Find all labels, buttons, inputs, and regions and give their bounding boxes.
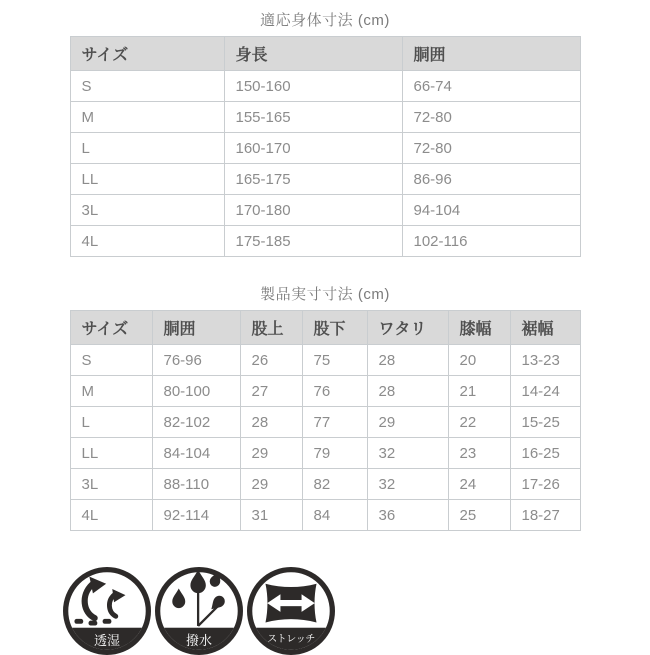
table-cell: 79 [302,438,367,469]
table-cell: S [70,71,224,102]
column-header: 裾幅 [510,311,580,345]
feature-label: 透湿 [93,633,120,648]
table-cell: 28 [367,376,448,407]
table-cell: 29 [240,438,302,469]
table-cell: M [70,102,224,133]
table-cell: 165-175 [224,164,402,195]
table-row [70,195,580,226]
table-cell: 88-110 [152,469,240,500]
feature-label: ストレッチ [267,634,315,645]
water-repellent-icon [155,567,243,655]
product-size-title: 製品実寸寸法 (cm) [260,286,390,303]
table-row [70,226,580,257]
breathable-icon [63,567,151,655]
table-cell: 82 [302,469,367,500]
table-cell: 31 [240,500,302,531]
table-cell: 160-170 [224,133,402,164]
table-cell: 36 [367,500,448,531]
table-cell: 72-80 [402,102,580,133]
table-cell: 82-102 [152,407,240,438]
table-row [70,376,580,407]
feature-icons-row [63,567,650,655]
table-cell: 76 [302,376,367,407]
table-cell: 18-27 [510,500,580,531]
table-row [70,438,580,469]
fit-table-body [70,71,580,257]
table-cell: 26 [240,345,302,376]
table-cell: 170-180 [224,195,402,226]
table-cell: 24 [448,469,510,500]
table-cell: S [70,345,152,376]
table-cell: L [70,407,152,438]
table-row [70,133,580,164]
column-header: 膝幅 [448,311,510,345]
table-row [70,164,580,195]
table-cell: 3L [70,195,224,226]
table-cell: 102-116 [402,226,580,257]
table-cell: M [70,376,152,407]
table-cell: 155-165 [224,102,402,133]
table-cell: LL [70,438,152,469]
fit-size-table [70,36,581,257]
product-size-table [70,310,581,531]
feature-label: 撥水 [185,633,212,648]
table-cell: 21 [448,376,510,407]
table-row [70,500,580,531]
table-cell: 28 [240,407,302,438]
column-header: 身長 [224,37,402,71]
stretch-icon [247,567,335,655]
table-row [70,469,580,500]
table-cell: 75 [302,345,367,376]
table-cell: 77 [302,407,367,438]
table-cell: 4L [70,500,152,531]
table-cell: 150-160 [224,71,402,102]
column-header: 胴囲 [152,311,240,345]
table-cell: 32 [367,438,448,469]
table-row [70,407,580,438]
table-cell: 17-26 [510,469,580,500]
product-header-row [70,311,580,345]
product-table-body [70,345,580,531]
table-cell: 15-25 [510,407,580,438]
table-cell: 28 [367,345,448,376]
table-cell: 25 [448,500,510,531]
table-cell: 86-96 [402,164,580,195]
table-cell: 13-23 [510,345,580,376]
table-cell: 76-96 [152,345,240,376]
table-cell: 4L [70,226,224,257]
fit-size-title: 適応身体寸法 (cm) [260,12,390,29]
fit-header-row [70,37,580,71]
table-cell: 29 [240,469,302,500]
table-cell: 84 [302,500,367,531]
table-cell: 94-104 [402,195,580,226]
table-row [70,102,580,133]
column-header: サイズ [70,311,152,345]
table-cell: 3L [70,469,152,500]
table-cell: 22 [448,407,510,438]
table-cell: 84-104 [152,438,240,469]
table-cell: 14-24 [510,376,580,407]
table-cell: 32 [367,469,448,500]
table-cell: 27 [240,376,302,407]
table-cell: 92-114 [152,500,240,531]
column-header: 股上 [240,311,302,345]
column-header: 胴囲 [402,37,580,71]
table-cell: 29 [367,407,448,438]
column-header: ワタリ [367,311,448,345]
table-cell: 72-80 [402,133,580,164]
table-cell: 175-185 [224,226,402,257]
table-cell: 80-100 [152,376,240,407]
table-cell: 66-74 [402,71,580,102]
column-header: サイズ [70,37,224,71]
column-header: 股下 [302,311,367,345]
table-cell: L [70,133,224,164]
table-row [70,71,580,102]
table-cell: 20 [448,345,510,376]
table-row [70,345,580,376]
table-cell: LL [70,164,224,195]
table-cell: 16-25 [510,438,580,469]
table-cell: 23 [448,438,510,469]
